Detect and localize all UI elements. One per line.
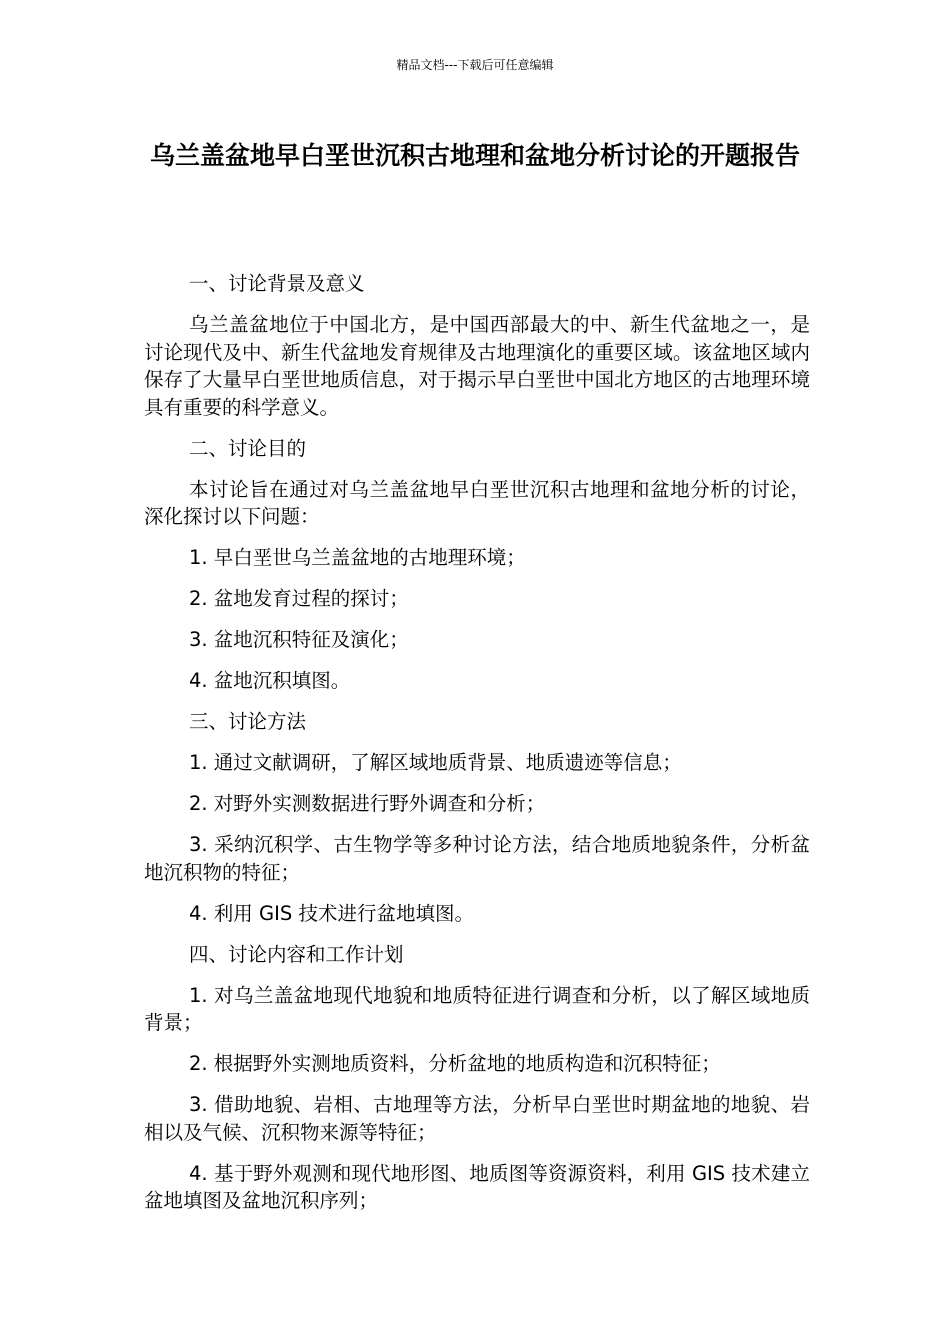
- list-item-purpose-3: 3. 盆地沉积特征及演化；: [189, 628, 409, 651]
- list-item-plan-2: 2. 根据野外实测地质资料，分析盆地的地质构造和沉积特征；: [189, 1052, 721, 1075]
- list-item-plan-4: 4. 基于野外观测和现代地形图、地质图等资源资料，利用 GIS 技术建立盆地填图及盆地沉积序列；: [144, 1161, 810, 1212]
- list-item-purpose-4: 4. 盆地沉积填图。: [189, 669, 351, 692]
- section-heading-methods: 三、讨论方法: [189, 710, 307, 733]
- paragraph-background: 乌兰盖盆地位于中国北方，是中国西部最大的中、新生代盆地之一，是讨论现代及中、新生代盆地发育规律及古地理演化的重要区域。该盆地区域内保存了大量早白垩世地质信息，对于揭示早白垩世中国北方地区的古地理环境具有重要的科学意义。: [144, 313, 810, 419]
- list-item-method-1: 1. 通过文献调研，了解区域地质背景、地质遗迹等信息；: [189, 751, 682, 774]
- page-header: 精品文档---下载后可任意编辑: [396, 58, 554, 72]
- list-item-plan-3: 3. 借助地貌、岩相、古地理等方法，分析早白垩世时期盆地的地貌、岩相以及气候、沉积物来源等特征；: [144, 1093, 810, 1144]
- section-heading-background: 一、讨论背景及意义: [189, 272, 365, 295]
- list-item-purpose-1: 1. 早白垩世乌兰盖盆地的古地理环境；: [189, 546, 526, 569]
- document-body: [144, 270, 810, 1228]
- document-title: 乌兰盖盆地早白垩世沉积古地理和盆地分析讨论的开题报告: [149, 141, 800, 170]
- paragraph-purpose: 本讨论旨在通过对乌兰盖盆地早白垩世沉积古地理和盆地分析的讨论，深化探讨以下问题：: [144, 477, 810, 528]
- section-heading-purpose: 二、讨论目的: [189, 436, 307, 460]
- list-item-purpose-2: 2. 盆地发育过程的探讨；: [189, 587, 409, 610]
- list-item-method-3: 3. 采纳沉积学、古生物学等多种讨论方法，结合地质地貌条件，分析盆地沉积物的特征；: [144, 833, 810, 884]
- list-item-method-4: 4. 利用 GIS 技术进行盆地填图。: [189, 901, 474, 925]
- list-item-plan-1: 1. 对乌兰盖盆地现代地貌和地质特征进行调查和分析，以了解区域地质背景；: [144, 983, 810, 1034]
- section-heading-plan: 四、讨论内容和工作计划: [189, 942, 404, 966]
- list-item-method-2: 2. 对野外实测数据进行野外调查和分析；: [189, 792, 546, 815]
